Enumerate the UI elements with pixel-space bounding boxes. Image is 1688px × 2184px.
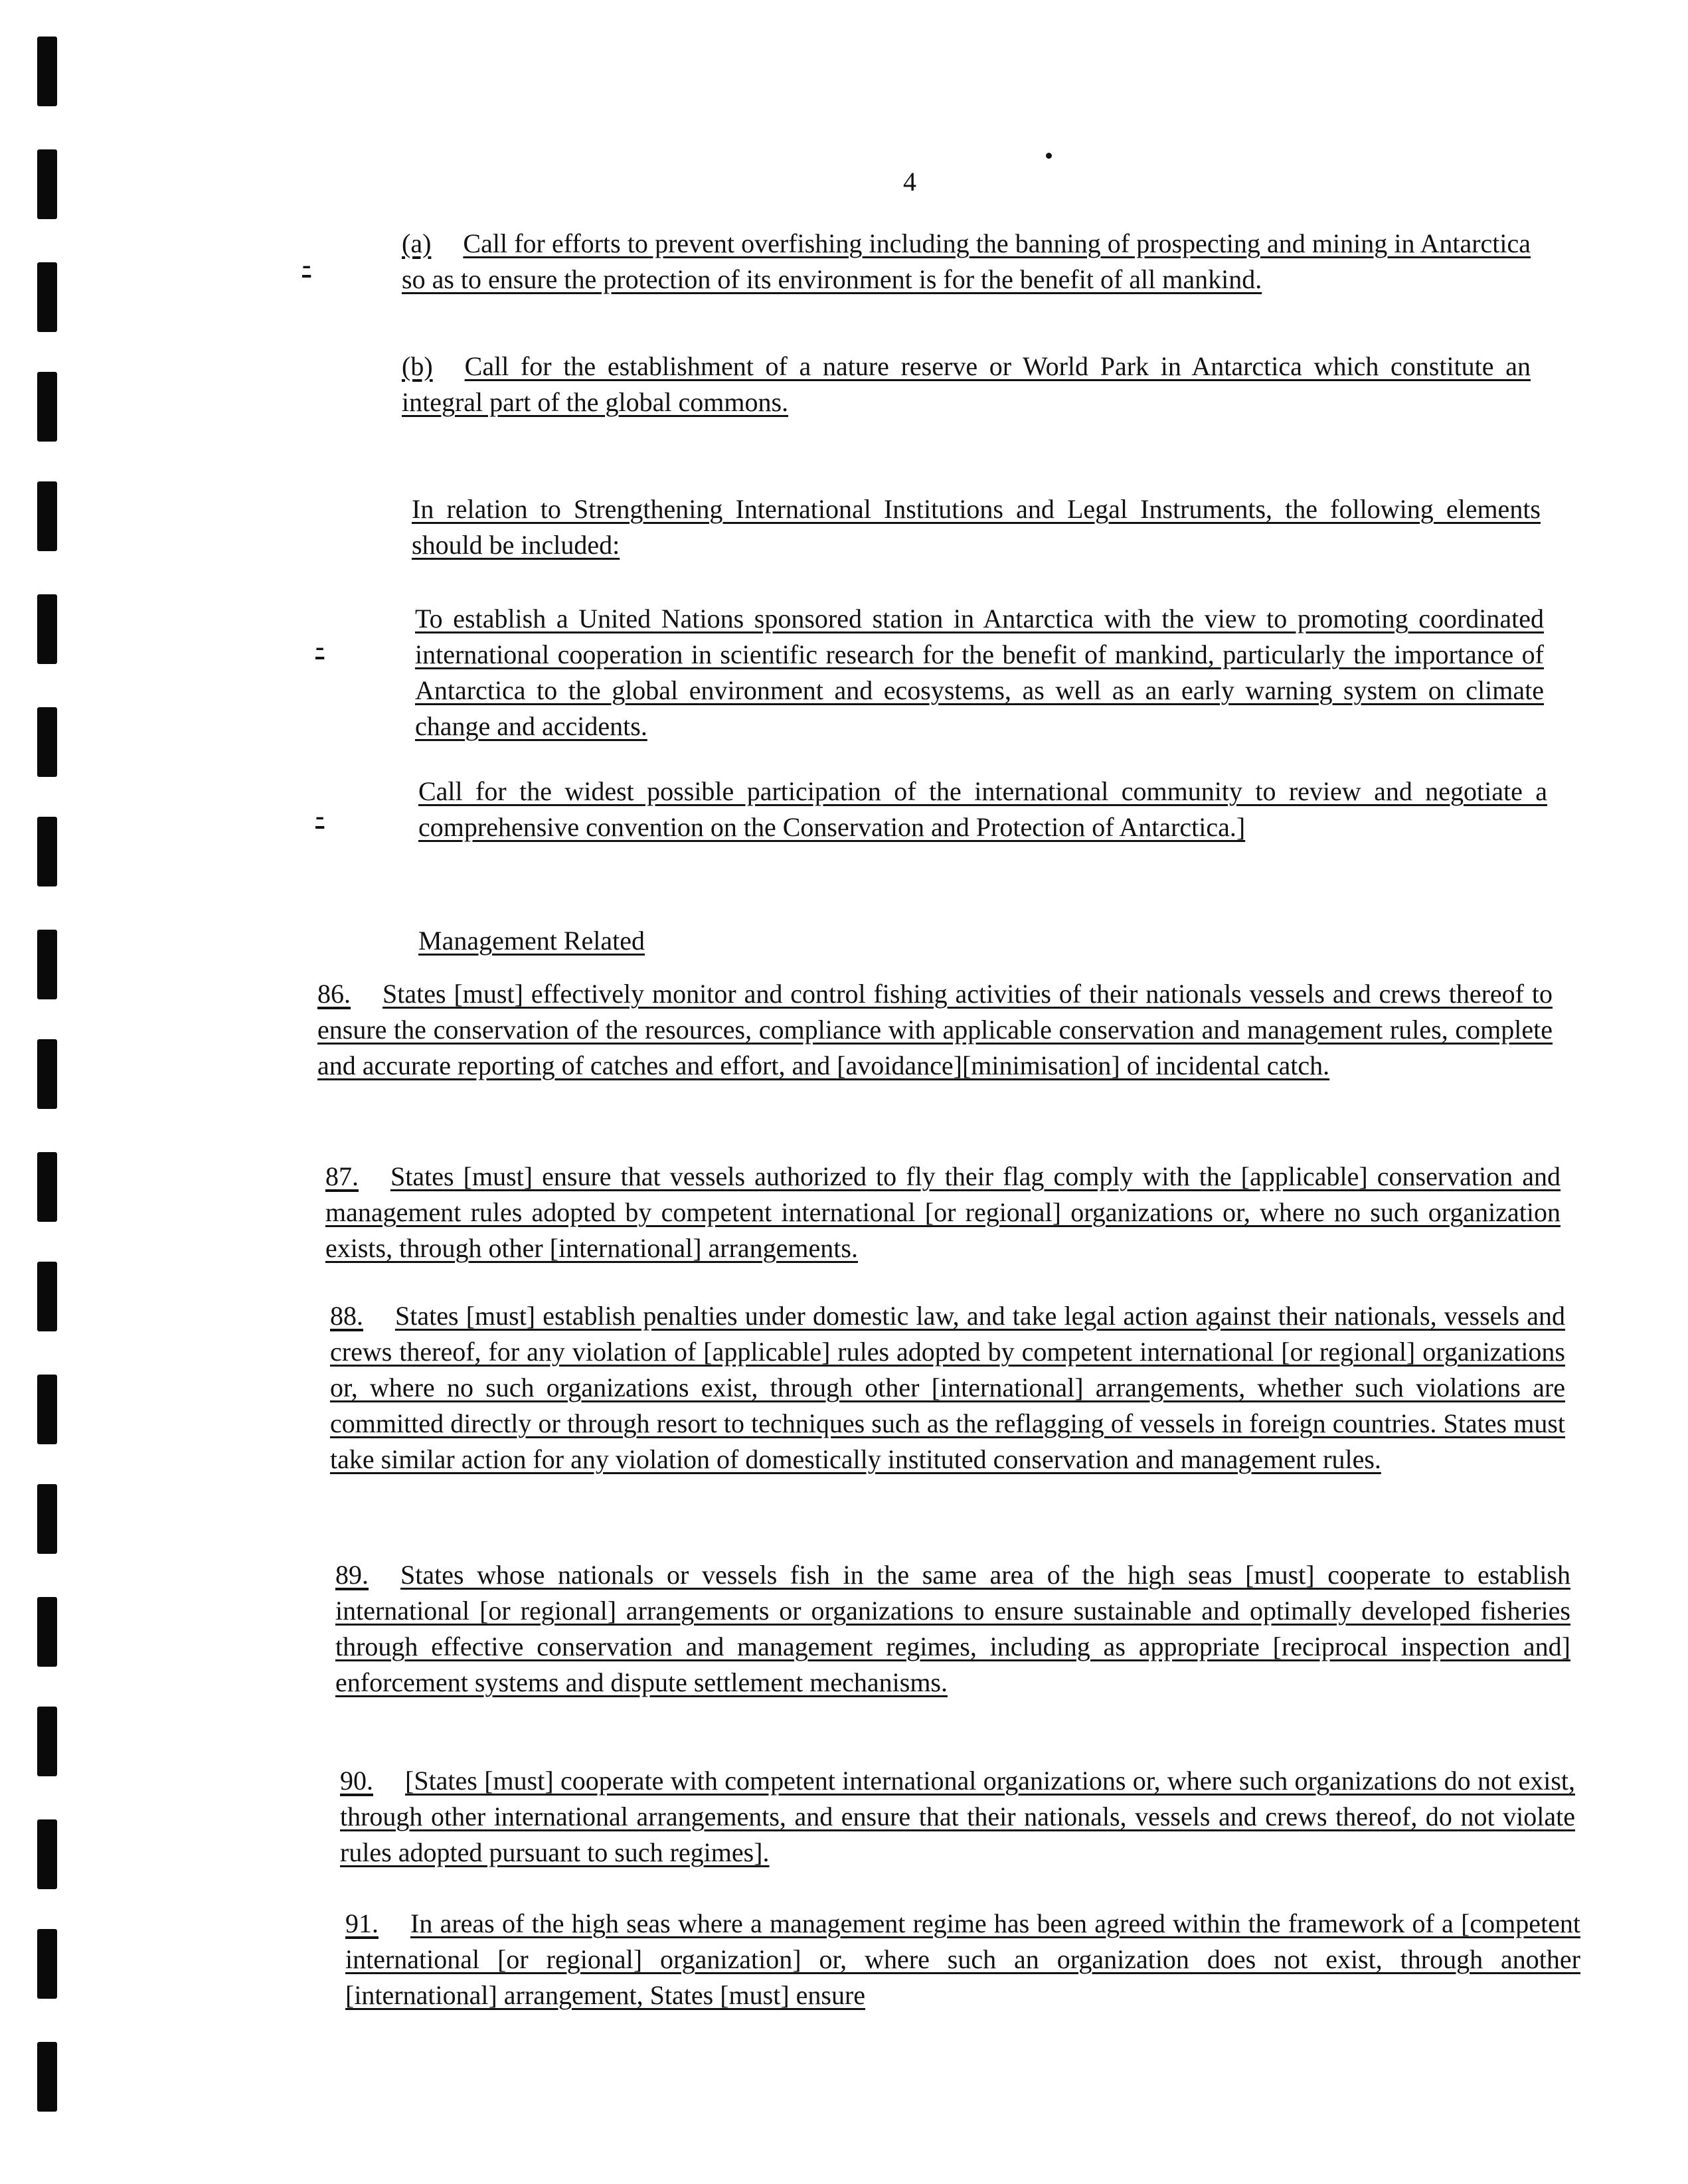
paragraph-number: 90. xyxy=(340,1766,373,1796)
binder-mark xyxy=(37,1484,57,1554)
speck xyxy=(1046,153,1052,159)
binder-mark xyxy=(37,594,57,664)
paragraph-number: 87. xyxy=(325,1161,359,1191)
numbered-paragraph xyxy=(340,1763,1575,1871)
bullet-marker: - xyxy=(315,631,325,661)
binder-mark xyxy=(37,372,57,442)
paragraph-text: [States [must] cooperate with competent international organizations or, where such organizations do not exist, through other international arrangements, and ensure that their nationals, vessels and crews thereof, do not violate rules adopted pursuant to such regimes]. xyxy=(340,1766,1575,1867)
margin-mark: - xyxy=(302,250,311,280)
paragraph-text: States [must] effectively monitor and control fishing activities of their nationals vessels and crews thereof to ensure the conservation of the resources, compliance with applicable conservation and management rules, complete and accurate reporting of catches and effort, and [avoidance][minimisation] of incidental catch. xyxy=(317,979,1553,1080)
numbered-paragraph xyxy=(325,1159,1561,1266)
binder-mark xyxy=(37,1707,57,1776)
binder-mark xyxy=(37,817,57,886)
binder-mark xyxy=(37,1375,57,1444)
paragraph-text: States whose nationals or vessels fish in the same area of the high seas [must] cooperate to establish international [or regional] arrangements or organizations to ensure sustainable and optimally developed fisheries through effective conservation and management regimes, including as appropriate [reciprocal inspection and] enforcement systems and dispute settlement mechanisms. xyxy=(335,1560,1570,1697)
numbered-paragraph xyxy=(317,976,1553,1084)
binder-mark xyxy=(37,149,57,219)
binder-mark xyxy=(37,707,57,777)
item-label: (a) xyxy=(402,228,432,258)
binder-mark xyxy=(37,2042,57,2112)
binder-mark xyxy=(37,262,57,332)
binder-mark xyxy=(37,1262,57,1331)
binder-mark xyxy=(37,1152,57,1222)
binder-mark xyxy=(37,1819,57,1889)
bullet-marker: - xyxy=(315,801,325,831)
item-label: (b) xyxy=(402,351,433,381)
bullet-item: To establish a United Nations sponsored station in Antarctica with the view to promoting coordinated international cooperation in scientific research for the benefit of mankind, particularly the importance of Antarctica to the global environment and ecosystems, as well as an early warning system on climate change and accidents. xyxy=(415,604,1544,741)
paragraph-text: States [must] ensure that vessels authorized to fly their flag comply with the [applicable] conservation and management rules adopted by competent international [or regional] organizations or, where no such organization exists, through other [international] arrangements. xyxy=(325,1161,1561,1263)
paragraph-text: In areas of the high seas where a management regime has been agreed within the framework of a [competent international [or regional] organization] or, where such an organization does not exist, through another [international] arrangement, States [must] ensure xyxy=(345,1908,1580,2010)
paragraph-number: 86. xyxy=(317,979,351,1009)
numbered-paragraph xyxy=(345,1906,1580,2013)
list-item xyxy=(402,226,1531,297)
paragraph-number: 89. xyxy=(335,1560,369,1590)
binder-mark xyxy=(37,1929,57,1999)
binder-mark xyxy=(37,37,57,106)
section-intro: In relation to Strengthening International Institutions and Legal Instruments, the following elements should be included: xyxy=(412,494,1541,560)
bullet-item: Call for the widest possible participation of the international community to review and negotiate a comprehensive convention on the Conservation and Protection of Antarctica.] xyxy=(418,776,1547,842)
page-number: 4 xyxy=(903,167,916,197)
subheading: Management Related xyxy=(418,926,645,956)
binder-mark xyxy=(37,481,57,551)
numbered-paragraph xyxy=(330,1298,1565,1477)
item-text: Call for efforts to prevent overfishing including the banning of prospecting and mining in Antarctica so as to ensure the protection of its environment is for the benefit of all mankind. xyxy=(402,228,1531,294)
numbered-paragraph xyxy=(335,1557,1570,1701)
paragraph-number: 88. xyxy=(330,1301,363,1331)
binder-mark xyxy=(37,1597,57,1667)
paragraph-number: 91. xyxy=(345,1908,379,1938)
binder-mark xyxy=(37,930,57,999)
paragraph-text: States [must] establish penalties under domestic law, and take legal action against their nationals, vessels and crews thereof, for any violation of [applicable] rules adopted by competent international [or regional] organizations or, where no such organizations exist, through other [international] arrangements, whether such violations are committed directly or through resort to techniques such as the reflagging of vessels in foreign countries. States must take similar action for any violation of domestically instituted conservation and management rules. xyxy=(330,1301,1565,1474)
item-text: Call for the establishment of a nature reserve or World Park in Antarctica which constitute an integral part of the global commons. xyxy=(402,351,1531,417)
binder-mark xyxy=(37,1039,57,1109)
list-item xyxy=(402,349,1531,420)
